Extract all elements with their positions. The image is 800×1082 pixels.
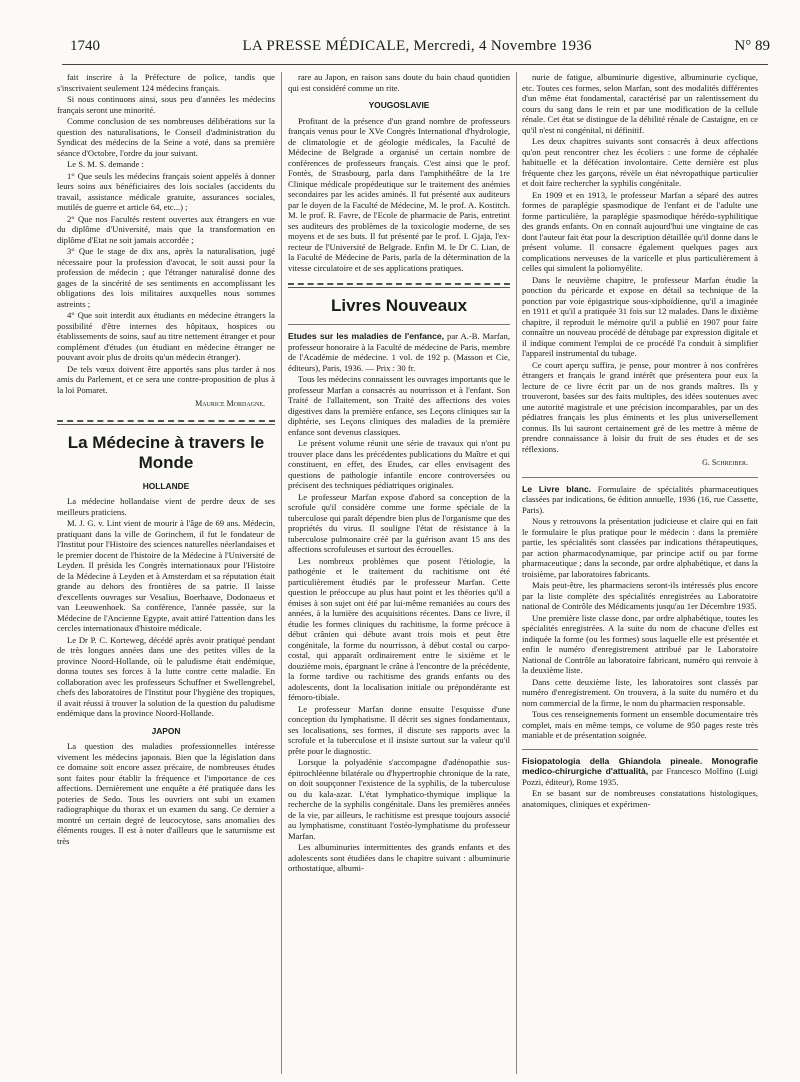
paragraph: Une première liste classe donc, par ordre alphabétique, toutes les spécialités enregistrées. A la suite du nom de chacune d'elles est indiquée la forme (ou les formes) sous laquelle elle est présentée et enfin le numéro d'enregistrement attribué par le Laboratoire National de Contrôle au laboratoire fabricant, numéro qui renvoie à la deuxième liste. xyxy=(522,612,758,675)
paragraph: Les deux chapitres suivants sont consacrés à deux affections qu'on peut rencontrer chez les écoliers : une forme de céphalée habituelle et la défécation involontaire. Cette dernière est plus fréquente chez les garçons, révèle un état névropathique particulier et doit faire rechercher la syphilis congénitale. xyxy=(522,136,758,188)
paragraph: Les albuminuries intermittentes des grands enfants et des adolescents sont étudiées dans le chapitre suivant : albuminurie orthostatique, albumi- xyxy=(288,842,510,873)
entry-rule xyxy=(522,477,758,478)
column-3 xyxy=(522,72,758,1074)
paragraph: Le S. M. S. demande : xyxy=(67,159,144,169)
book-title: Etudes sur les maladies de l'enfance, xyxy=(288,331,445,341)
book-entry xyxy=(522,484,758,516)
section-divider xyxy=(57,420,275,422)
section-divider xyxy=(288,283,510,285)
paragraph: nurie de fatigue, albuminurie digestive, albuminurie cyclique, etc. Toutes ces formes, selon Marfan, sont des modalités différentes d'un même état fondamental, caractérisé par un ralentissement du cours du sang dans le rein et par une modification de la cellule rénale. Cet état se distingue de la débilité rénale de Castaigne, en ce qu'il n'est ni congénital, ni définitif. xyxy=(522,72,758,135)
book-entry xyxy=(522,756,758,788)
paragraph: Comme conclusion de ses nombreuses délibérations sur la question des naturalisations, le Conseil d'administration du Syndicat des médecins de la Seine a voté, dans sa première séance d'Octobre, l'ordre du jour suivant. xyxy=(57,116,275,158)
book-details: par A.-B. Marfan, professeur honoraire à la Faculté de médecine de Paris, membre de l'Académie de médecine. 1 vol. de 192 p. (Masson et Cie, éditeurs), Paris, 1936. — Prix : 30 fr. xyxy=(288,331,510,373)
paragraph: 4° Que soit interdit aux étudiants en médecine étrangers la possibilité d'être internes des hôpitaux, hospices ou établissements de soins, sauf au titre nettement étranger et pour complément d'études (un étudiant en médecine étranger ne pouvant avoir plus de droits qu'un médecin étranger). xyxy=(57,310,275,362)
paragraph: Le Dr P. C. Korteweg, décédé après avoir pratiqué pendant de très longues années dans une des petites villes de la province Noord-Hollande, où le paludisme était endémique, donna toutes ses forces à la lutte contre cette maladie. En collaboration avec les professeurs Schuffner et Swellengrebel, chefs des laboratoires de l'Institut pour l'hygiène des tropiques, il avait réussi à trouver la solution de la question du paludisme endémique dans la province Noord-Hollande. xyxy=(57,634,275,718)
paragraph: Tous les médecins connaissent les ouvrages importants que le professeur Marfan a consacrés au nourrisson et à l'enfant. Son Traité de l'allaitement, son Traité des affections des voies digestives dans la première enfance, ses Leçons cliniques sur la diphtérie, ses Leçons cliniques des maladies de la première enfance sont devenus classiques. xyxy=(288,374,510,437)
book-details: par Francesco Molfino (Luigi Pozzi, éditeur), Rome 1935. xyxy=(522,766,758,787)
paragraph: Dans le neuvième chapitre, le professeur Marfan étudie la ponction du péricarde et expose en détail sa technique de la ponction par voie épigastrique sous-xiphoïdienne, qu'il a imaginée en 1911 et qu'il a pratiquée 31 fois sur 12 malades. Dans le dixième chapitre, il reproduit le mémoire qu'il a publié en 1907 pour faire connaître un nouveau procédé de détubage par expression digitale et il indique comment l'emploi de ce procédé l'a conduit à simplifier l'appareil instrumental du tubage. xyxy=(522,274,758,358)
paragraph: rare au Japon, en raison sans doute du bain chaud quotidien qui est considéré comme un rite. xyxy=(288,72,510,93)
paragraph: Ce court aperçu suffira, je pense, pour montrer à nos confrères étrangers et français le grand intérêt que présentera pour eux la lecture de ce livre écrit par un de nos grands maîtres. Ils y trouveront, basées sur des faits multiples, des idées soutenues avec une autorité magistrale et une précision incomparables, par un des pédiatres français les plus éminents et les plus universellement connus. Ils lui sauront certainement gré de les mettre à même de prendre connaissance à loisir du fruit de ses études et de ses réflexions. xyxy=(522,359,758,454)
column-divider xyxy=(281,72,282,1074)
section-title: Livres Nouveaux xyxy=(330,296,468,315)
paragraph: fait inscrire à la Préfecture de police, tandis que s'inscrivaient seulement 124 médecins français. xyxy=(57,72,275,93)
paragraph: De tels vœux doivent être apportés sans plus tarder à nos amis du Parlement, et ce sera une contre-proposition de plus à la loi Pomaret. xyxy=(57,363,275,395)
page-header xyxy=(70,38,770,62)
book-entry xyxy=(288,331,510,373)
country-heading-yougoslavie: YOUGOSLAVIE xyxy=(368,100,430,110)
paragraph: 1° Que seuls les médecins français soient appelés à donner leurs soins aux bénéficiaires des lois sociales (accidents du travail, assistance médicale gratuite, assurances sociales, mutilés de guerre et article 64, etc...) ; xyxy=(57,170,275,212)
paragraph: M. J. G. v. Lint vient de mourir à l'âge de 69 ans. Médecin, pratiquant dans la ville de Gorinchem, il fut le fondateur de l'Institut pour l'Histoire des sciences naturelles néerlandaises et le premier docent de l'histoire de la Médecine à l'Université de Leyden. Il présida les Congrès internationaux pour l'Histoire de la Médecine à Leyden et à Amsterdam et sa réputation était grande au dehors des frontières de sa patrie. Il laisse d'excellents ouvrages sur Vesalius, Boerhaave, Dodonaeus et van Leeuwenhoek. Sa conférence, l'année passée, sur la Médecine de l'Ancienne Egypte, avait attiré l'attention dans les cercles internationaux d'histoire médicale. xyxy=(57,518,275,633)
column-1 xyxy=(57,72,275,1074)
entry-rule xyxy=(522,749,758,750)
paragraph: Le professeur Marfan expose d'abord sa conception de la scrofule qu'il considère comme une forme spéciale de la tuberculose qui paraît dépendre bien plus de l'organisme que des propriétés du virus. Il souligne l'état de résistance à la tuberculose pulmonaire créé par la guérison avant 15 ans des affections scrofuleuses et surtout des écrouelles. xyxy=(288,491,510,554)
header-rule xyxy=(62,64,768,65)
column-2 xyxy=(288,72,510,1074)
book-title: Fisiopatologia della Ghiandola pineale. Monografie medico-chirurgiche d'attualità, xyxy=(522,755,758,776)
issue-number: N° 89 xyxy=(734,38,770,54)
paragraph: 2° Que nos Facultés restent ouvertes aux étrangers en vue du diplôme d'Université, mais que la transformation en diplôme d'Etat ne soit jamais accordée ; xyxy=(57,213,275,245)
column-divider xyxy=(516,72,517,1074)
paragraph: En 1909 et en 1913, le professeur Marfan a séparé des autres formes de paraplégie spasmodique de l'enfant et de l'adulte une forme particulière, la paraplégie spasmodique hérédo-syphilitique des grands enfants. On en connaît aujourd'hui une vingtaine de cas dont l'auteur fait état pour la description détaillée qu'il donne dans le présent volume. Il consacre également quelques pages aux complications nerveuses de la varicelle et plus particulièrement à celles qui simulent la poliomyélite. xyxy=(522,189,758,273)
paragraph: Tous ces renseignements forment un ensemble documentaire très complet, mais en même temps, ce volume de 950 pages reste très maniable et de présentation soignée. xyxy=(522,709,758,740)
book-details: Formulaire de spécialités pharmaceutiques classées par indications, 6e édition annuelle, 1936 (16, rue Cassette, Paris). xyxy=(522,483,758,515)
section-divider-line xyxy=(57,424,275,425)
paragraph: En se basant sur de nombreuses constatations histologiques, anatomiques, cliniques et expérimen- xyxy=(522,788,758,809)
paragraph: 3° Que le stage de dix ans, après la naturalisation, jugé nécessaire pour la profession d'avocat, le soit aussi pour la profession de médecin ; que l'étranger naturalisé donne des gages de la sincérité de ses sentiments en accomplissant les obligations des lois militaires auxquelles nous sommes astreints ; xyxy=(57,246,275,309)
page-number: 1740 xyxy=(70,38,100,54)
author-signature: G. Schreiber. xyxy=(702,458,748,467)
paragraph: Profitant de la présence d'un grand nombre de professeurs français venus pour le XVe Congrès International d'hydrologie, de climatologie et de géologie médicales, la Faculté de Médecine de Belgrade a organisé un certain nombre de conférences de professeurs français. C'est ainsi que le prof. Fontès, de Strasbourg, parla dans l'amphithéâtre de la 1re Clinique médicale propédeutique sur le traitement des anémies secondaires par les acides aminés. Il fut présenté aux auditeurs par le doyen de la Faculté de Médecine, M. le prof. A. Kostitch. M. le prof. R. Favre, de l'Ecole de pharmacie de Paris, entretint ses auditeurs des problèmes de la toxicologie moderne, de ses moyens et de ses buts. Il fut présenté par le prof. I. Gjaja, l'ex-recteur de l'Université de Belgrade. Enfin M. le Dr C. Lian, de la Faculté de Médecine de Paris, parla de la détermination de la vitesse circulatoire et de ses applications pratiques. xyxy=(288,115,510,273)
paragraph: Le professeur Marfan donne ensuite l'esquisse d'une conception du lymphatisme. Il décrit ses signes fondamentaux, ses localisations, ses formes, il discute ses rapports avec la scrofule et la tuberculose et il insiste surtout sur la valeur qu'il prête pour le diagnostic. xyxy=(288,703,510,756)
section-title: La Médecine à travers le Monde xyxy=(67,432,265,472)
paragraph: Mais peut-être, les pharmaciens seront-ils intéressés plus encore par la liste complète des spécialités enregistrées au Laboratoire national de Contrôle des Médicaments jusqu'au 1er Décembre 1935. xyxy=(522,580,758,611)
journal-title: LA PRESSE MÉDICALE, Mercredi, 4 Novembre 1936 xyxy=(242,38,592,54)
book-title: Le Livre blanc. xyxy=(522,483,592,494)
paragraph: Lorsque la polyadénie s'accompagne d'adénopathie sus-épitrochléenne bilatérale ou d'hypertrophie chronique de la rate, on doit soupçonner l'existence de la syphilis, de la tuberculose ou du kala-azar. L'état lymphatico-thymique implique la recherche de la syphilis congénitale. Dans les premières années de la vie, par ailleurs, le rachitisme est presque toujours associé au lymphatisme, constituant l'ostéo-lymphatisme du professeur Marfan. xyxy=(288,757,510,841)
paragraph: Les nombreux problèmes que posent l'étiologie, la pathogénie et le traitement du rachitisme ont été particulièrement étudiés par le professeur Marfan. Cette question le préoccupe au plus haut point et les théories qu'il a émises à son sujet ont été par lui-même remaniées au cours des années, à la lumière des acquisitions récentes. Dans ce livre, il étudie les formes cliniques du rachitisme, la forme précoce à début crânien qui débute avant trois mois et peut être congénitale, la forme du nourrisson, à début costal ou carpo-costal, qui apparaît ordinairement entre le sixième et le douzième mois, épargnant le crâne à l'encontre de la précédente, la forme tardive ou rachitisme des grands enfants ou des adolescents, dont la localisation initiale ou prépondérante est fémoro-tibiale. xyxy=(288,555,510,702)
paragraph: Si nous continuons ainsi, sous peu d'années les médecins français seront une minorité. xyxy=(57,94,275,115)
paragraph: Le présent volume réunit une série de travaux qui n'ont pu trouver place dans les précédentes publications du Maître et qui constituent, en effet, des Etudes, car elles envisagent des questions de pathologie infantile encore controversées ou précisent des techniques pédiatriques originales. xyxy=(288,438,510,490)
paragraph: La question des maladies professionnelles intéresse vivement les médecins japonais. Bien que la législation dans ce domaine soit encore assez précaire, de nombreuses études sont faites pour établir la fréquence et l'importance de ces affections. Dernièrement une enquête a été pratiquée dans les poteries de Sedo. Tous les ouvriers ont subi un examen radiographique du thorax et un examen du sang. Ce dernier a montré un certain degré de leucocytose, sans anomalies des éléments rouges. Il est à noter d'ailleurs que le saturnisme est très xyxy=(57,741,275,846)
paragraph: La médecine hollandaise vient de perdre deux de ses meilleurs praticiens. xyxy=(57,496,275,517)
title-rule xyxy=(288,324,510,325)
paragraph: Nous y retrouvons la présentation judicieuse et claire qui en fait le formulaire le plus pratique pour le médecin : dans la première partie, les spécialités sont classées par indications thérapeutiques, par action pharmacodynamique, par principe actif ou par forme pharmaceutique ; dans la seconde, par ordre alphabétique, et dans la troisième, par laboratoires fabricants. xyxy=(522,516,758,579)
paragraph: Dans cette deuxième liste, les laboratoires sont classés par numéro d'enregistrement. On trouvera, à la suite du numéro et du nom commercial de la firme, le nom du pharmacien responsable. xyxy=(522,676,758,708)
country-heading-hollande: HOLLANDE xyxy=(142,480,190,491)
author-signature: Maurice Mordagne. xyxy=(195,399,265,408)
section-divider-line xyxy=(288,287,510,288)
country-heading-japon: JAPON xyxy=(151,725,181,736)
